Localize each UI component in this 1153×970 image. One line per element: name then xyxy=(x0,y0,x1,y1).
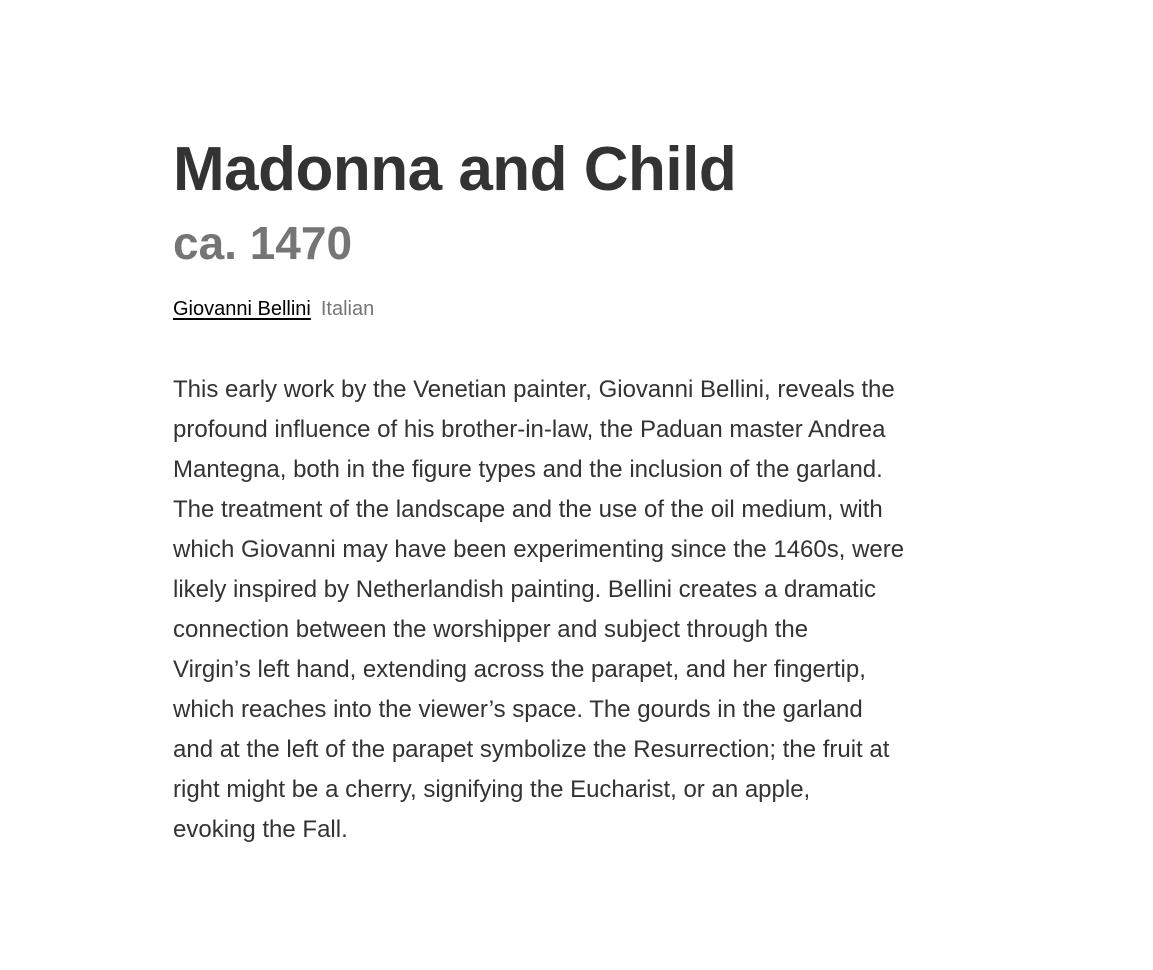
artwork-detail xyxy=(173,130,973,850)
artist-link[interactable]: Giovanni Bellini xyxy=(173,298,311,320)
artist-nationality: Italian xyxy=(320,298,375,320)
description-line: This early work by the Venetian painter, Giovanni Bellini, reveals the xyxy=(173,376,895,403)
description-line: likely inspired by Netherlandish painting. Bellini creates a dramatic xyxy=(173,576,877,603)
description-line: and at the left of the parapet symbolize the Resurrection; the fruit at xyxy=(173,736,890,763)
description-line: right might be a cherry, signifying the Eucharist, or an apple, xyxy=(173,776,811,803)
artwork-description xyxy=(173,370,973,850)
artwork-date: ca. 1470 xyxy=(173,217,353,269)
artwork-title: Madonna and Child xyxy=(173,135,737,204)
description-line: which Giovanni may have been experimenting since the 1460s, were xyxy=(173,536,905,563)
description-line: Virgin’s left hand, extending across the parapet, and her fingertip, xyxy=(173,656,866,683)
description-line: Mantegna, both in the figure types and the inclusion of the garland. xyxy=(173,456,883,483)
description-line: connection between the worshipper and subject through the xyxy=(173,616,809,643)
artist-line xyxy=(173,296,973,322)
description-line: which reaches into the viewer’s space. The gourds in the garland xyxy=(173,696,863,723)
description-line: profound influence of his brother-in-law, the Paduan master Andrea xyxy=(173,416,886,443)
description-line: evoking the Fall. xyxy=(173,816,348,843)
description-line: The treatment of the landscape and the use of the oil medium, with xyxy=(173,496,883,523)
